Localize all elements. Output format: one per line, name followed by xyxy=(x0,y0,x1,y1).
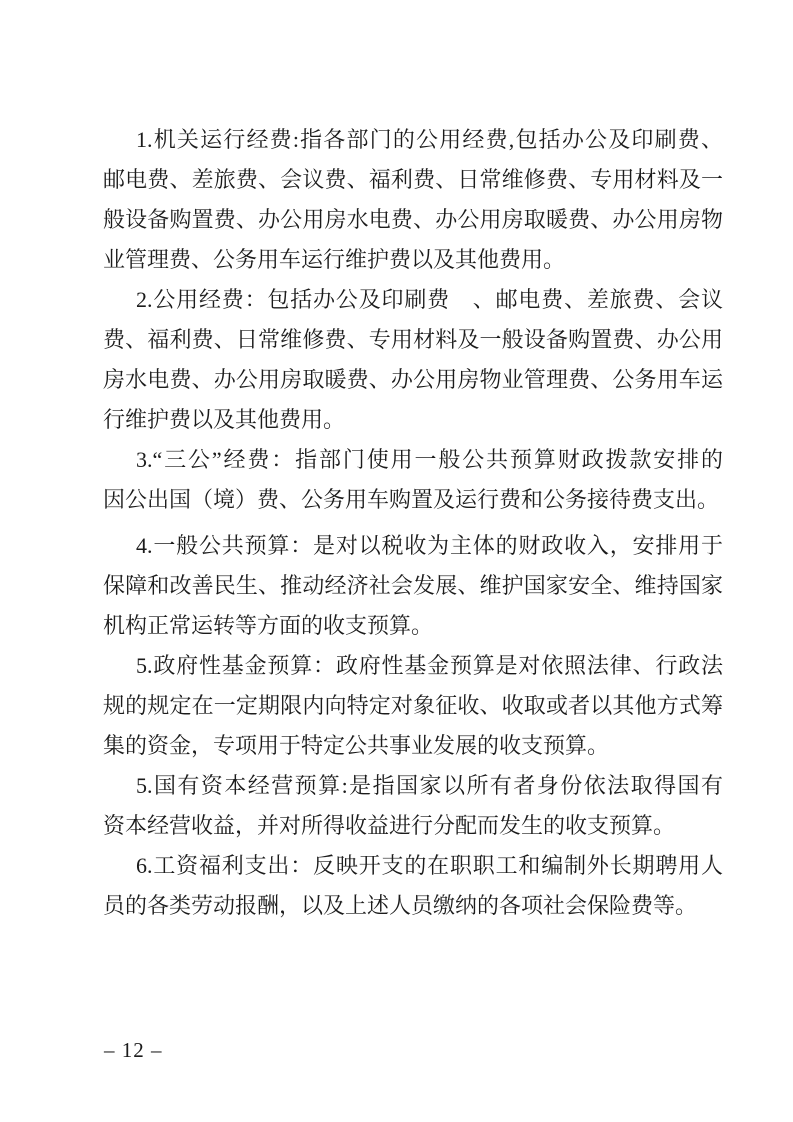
paragraph-general-public-budget xyxy=(103,526,723,646)
paragraph-line: 2.公用经费：包括办公及印刷费 、邮电费、差旅费、会议 xyxy=(136,287,723,312)
paragraph-line: 机构正常运转等方面的收支预算。 xyxy=(103,613,434,638)
paragraph-line: 5.国有资本经营预算:是指国家以所有者身份依法取得国有 xyxy=(136,773,723,798)
paragraph-line: 业管理费、公务用车运行维护费以及其他费用。 xyxy=(103,247,566,272)
paragraph-line: 邮电费、差旅费、会议费、福利费、日常维修费、专用材料及一 xyxy=(103,167,723,192)
paragraph-line: 保障和改善民生、推动经济社会发展、维护国家安全、维持国家 xyxy=(103,573,723,598)
paragraph-state-capital-budget xyxy=(103,766,723,846)
paragraph-public-funds xyxy=(103,280,723,440)
paragraph-government-fund-budget xyxy=(103,646,723,766)
paragraph-line: 员的各类劳动报酬，以及上述人员缴纳的各项社会保险费等。 xyxy=(103,893,698,918)
paragraph-line: 资本经营收益，并对所得收益进行分配而发生的收支预算。 xyxy=(103,813,676,838)
paragraph-salary-welfare-expenditure xyxy=(103,846,723,926)
paragraph-line: 费、福利费、日常维修费、专用材料及一般设备购置费、办公用 xyxy=(103,327,723,352)
paragraph-line: 行维护费以及其他费用。 xyxy=(103,407,346,432)
page-number: – 12 – xyxy=(104,1038,163,1062)
paragraph-line: 因公出国（境）费、公务用车购置及运行费和公务接待费支出。 xyxy=(103,487,720,512)
paragraph-organ-operating-expenses xyxy=(103,120,723,280)
page-body-text xyxy=(103,120,723,926)
paragraph-line: 3.“三公”经费：指部门使用一般公共预算财政拨款安排的 xyxy=(136,447,723,472)
paragraph-line: 规的规定在一定期限内向特定对象征收、收取或者以其他方式筹 xyxy=(103,693,723,718)
paragraph-three-public-expenses xyxy=(103,440,723,520)
paragraph-line: 集的资金，专项用于特定公共事业发展的收支预算。 xyxy=(103,733,610,758)
paragraph-line: 般设备购置费、办公用房水电费、办公用房取暖费、办公用房物 xyxy=(103,207,723,232)
paragraph-line: 5.政府性基金预算：政府性基金预算是对依照法律、行政法 xyxy=(136,653,723,678)
paragraph-line: 房水电费、办公用房取暖费、办公用房物业管理费、公务用车运 xyxy=(103,367,723,392)
paragraph-line: 1.机关运行经费:指各部门的公用经费,包括办公及印刷费、 xyxy=(136,127,723,152)
paragraph-line: 6.工资福利支出：反映开支的在职职工和编制外长期聘用人 xyxy=(136,853,723,878)
paragraph-line: 4.一般公共预算：是对以税收为主体的财政收入，安排用于 xyxy=(136,533,723,558)
